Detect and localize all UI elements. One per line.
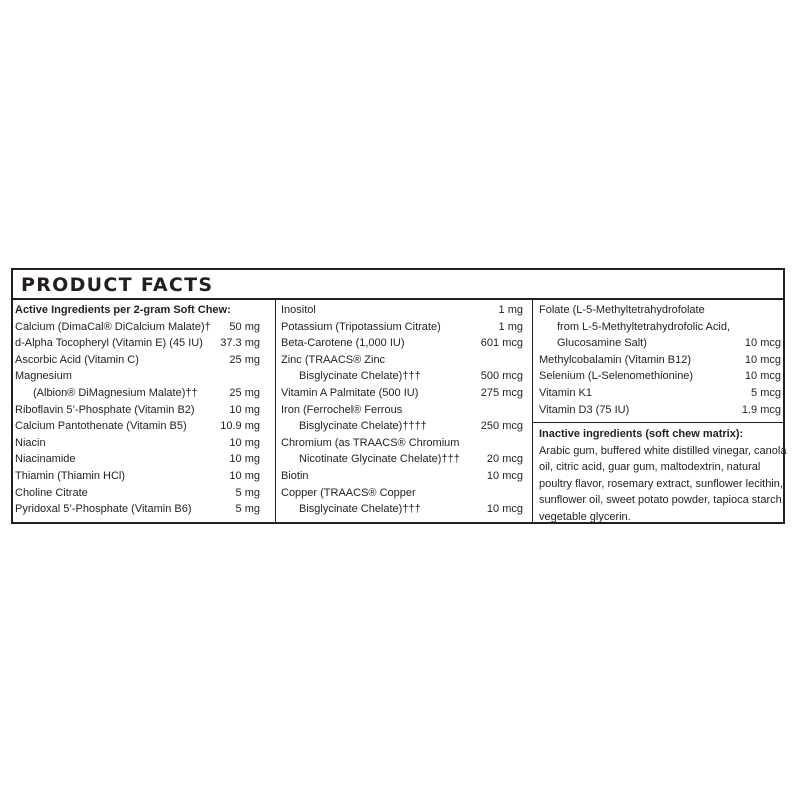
ingredient-row <box>281 368 523 385</box>
ingredient-name: Folate (L-5-Methyltetrahydrofolate <box>539 304 705 316</box>
ingredient-amount: 10 mg <box>229 469 260 482</box>
inactive-ingredients-text <box>539 443 787 526</box>
ingredient-row <box>15 385 260 402</box>
ingredient-amount: 10 mg <box>229 403 260 416</box>
ingredient-amount: 1 mg <box>498 320 523 333</box>
ingredient-amount: 5 mg <box>235 486 260 499</box>
ingredient-amount: 500 mcg <box>480 370 523 383</box>
ingredient-name: Bisglycinate Chelate)††† <box>299 503 421 516</box>
inactive-ingredients-line: vegetable glycerin. <box>539 510 631 523</box>
ingredient-name: from L-5-Methyltetrahydrofolic Acid, <box>557 320 731 333</box>
inactive-ingredients-line: poultry flavor, rosemary extract, sunflower lecithin, <box>539 477 783 490</box>
ingredient-row <box>281 302 523 319</box>
ingredients-column-1 <box>15 302 260 518</box>
ingredient-name: Magnesium <box>15 370 72 383</box>
active-ingredients-header: Active Ingredients per 2-gram Soft Chew: <box>15 304 231 316</box>
ingredient-amount: 1.9 mcg <box>741 403 781 416</box>
ingredient-amount: 1 mg <box>498 304 523 316</box>
title-divider <box>13 298 783 300</box>
inactive-divider <box>532 422 783 423</box>
ingredient-row <box>281 352 523 369</box>
ingredient-row <box>539 352 781 369</box>
ingredient-amount: 10 mg <box>229 436 260 449</box>
ingredient-row <box>281 385 523 402</box>
ingredient-name: (Albion® DiMagnesium Malate)†† <box>33 386 198 399</box>
ingredient-row <box>15 501 260 518</box>
ingredient-row <box>15 435 260 452</box>
ingredient-name: Beta-Carotene (1,000 IU) <box>281 337 405 350</box>
ingredient-list <box>539 302 781 418</box>
ingredient-amount: 25 mg <box>229 353 260 366</box>
ingredient-name: Calcium (DimaCal® DiCalcium Malate)† <box>15 320 211 333</box>
ingredient-amount: 50 mg <box>229 320 260 333</box>
ingredient-amount: 37.3 mg <box>220 337 260 350</box>
product-facts-panel <box>11 268 785 524</box>
ingredient-row <box>15 468 260 485</box>
ingredient-row <box>281 468 523 485</box>
ingredient-amount: 20 mcg <box>486 453 523 466</box>
ingredient-amount: 10 mg <box>229 453 260 466</box>
inactive-ingredients-line: sunflower oil, sweet potato powder, tapioca starch, <box>539 494 785 507</box>
inactive-ingredients-line: oil, citric acid, guar gum, maltodextrin, natural <box>539 461 761 474</box>
ingredient-name: Potassium (Tripotassium Citrate) <box>281 320 441 333</box>
ingredient-name: Vitamin K1 <box>539 386 592 399</box>
ingredient-row <box>539 302 781 319</box>
ingredient-name: Biotin <box>281 469 309 482</box>
ingredient-amount: 10.9 mg <box>220 420 260 433</box>
ingredient-name: Methylcobalamin (Vitamin B12) <box>539 353 692 366</box>
ingredient-name: Calcium Pantothenate (Vitamin B5) <box>15 420 187 433</box>
inactive-ingredients-header: Inactive ingredients (soft chew matrix): <box>539 428 744 440</box>
ingredient-row <box>281 418 523 435</box>
ingredient-row <box>15 335 260 352</box>
ingredient-amount: 10 mcg <box>744 337 781 350</box>
ingredient-row <box>539 368 781 385</box>
inactive-ingredients <box>539 426 787 526</box>
ingredient-row <box>539 402 781 419</box>
ingredient-row <box>15 319 260 336</box>
inactive-ingredients-line: Arabic gum, buffered white distilled vinegar, canola <box>539 444 787 457</box>
ingredient-row <box>281 451 523 468</box>
column-divider-2 <box>532 298 533 522</box>
ingredient-name: Inositol <box>281 304 316 316</box>
ingredient-name: Ascorbic Acid (Vitamin C) <box>15 353 139 366</box>
ingredient-name: Selenium (L-Selenomethionine) <box>539 370 694 383</box>
ingredient-row <box>15 451 260 468</box>
ingredient-row <box>539 385 781 402</box>
ingredient-row <box>281 335 523 352</box>
ingredient-amount: 601 mcg <box>480 337 523 350</box>
ingredient-name: Zinc (TRAACS® Zinc <box>281 353 386 366</box>
ingredient-row <box>281 485 523 502</box>
ingredient-amount: 10 mcg <box>486 469 523 482</box>
ingredient-name: Vitamin D3 (75 IU) <box>539 403 630 416</box>
ingredients-column-3 <box>539 302 781 418</box>
ingredient-row <box>281 435 523 452</box>
ingredient-amount: 5 mg <box>235 503 260 516</box>
ingredient-row <box>15 352 260 369</box>
ingredient-row <box>15 368 260 385</box>
ingredient-row <box>281 501 523 518</box>
ingredient-amount: 10 mcg <box>486 503 523 516</box>
ingredient-row <box>281 319 523 336</box>
ingredient-row <box>15 485 260 502</box>
ingredient-amount: 10 mcg <box>744 370 781 383</box>
ingredient-row <box>15 418 260 435</box>
ingredient-name: Niacinamide <box>15 453 76 466</box>
panel-title: PRODUCT FACTS <box>21 274 214 296</box>
ingredient-name: Iron (Ferrochel® Ferrous <box>281 403 403 416</box>
ingredient-amount: 5 mcg <box>751 386 781 399</box>
ingredient-row <box>281 402 523 419</box>
ingredient-row <box>539 335 781 352</box>
ingredient-name: Vitamin A Palmitate (500 IU) <box>281 386 419 399</box>
ingredient-name: Copper (TRAACS® Copper <box>281 486 416 499</box>
ingredient-name: Choline Citrate <box>15 486 88 499</box>
ingredient-list <box>281 302 523 518</box>
ingredient-name: Bisglycinate Chelate)†††† <box>299 420 427 433</box>
ingredient-name: Chromium (as TRAACS® Chromium <box>281 436 460 449</box>
ingredient-name: Riboflavin 5’-Phosphate (Vitamin B2) <box>15 403 195 416</box>
ingredient-list <box>15 319 260 518</box>
ingredient-row <box>539 319 781 336</box>
ingredient-amount: 250 mcg <box>480 420 523 433</box>
ingredient-row <box>15 402 260 419</box>
ingredient-name: d-Alpha Tocopheryl (Vitamin E) (45 IU) <box>15 337 203 350</box>
ingredient-name: Nicotinate Glycinate Chelate)††† <box>299 453 460 466</box>
ingredients-column-2 <box>281 302 523 518</box>
ingredient-name: Bisglycinate Chelate)††† <box>299 370 421 383</box>
ingredient-amount: 25 mg <box>229 386 260 399</box>
ingredient-amount: 10 mcg <box>744 353 781 366</box>
ingredient-name: Pyridoxal 5’-Phosphate (Vitamin B6) <box>15 503 192 516</box>
ingredient-name: Thiamin (Thiamin HCl) <box>15 469 126 482</box>
ingredient-name: Glucosamine Salt) <box>557 337 647 350</box>
ingredient-name: Niacin <box>15 436 46 449</box>
column-divider-1 <box>275 298 276 522</box>
ingredient-amount: 275 mcg <box>480 386 523 399</box>
